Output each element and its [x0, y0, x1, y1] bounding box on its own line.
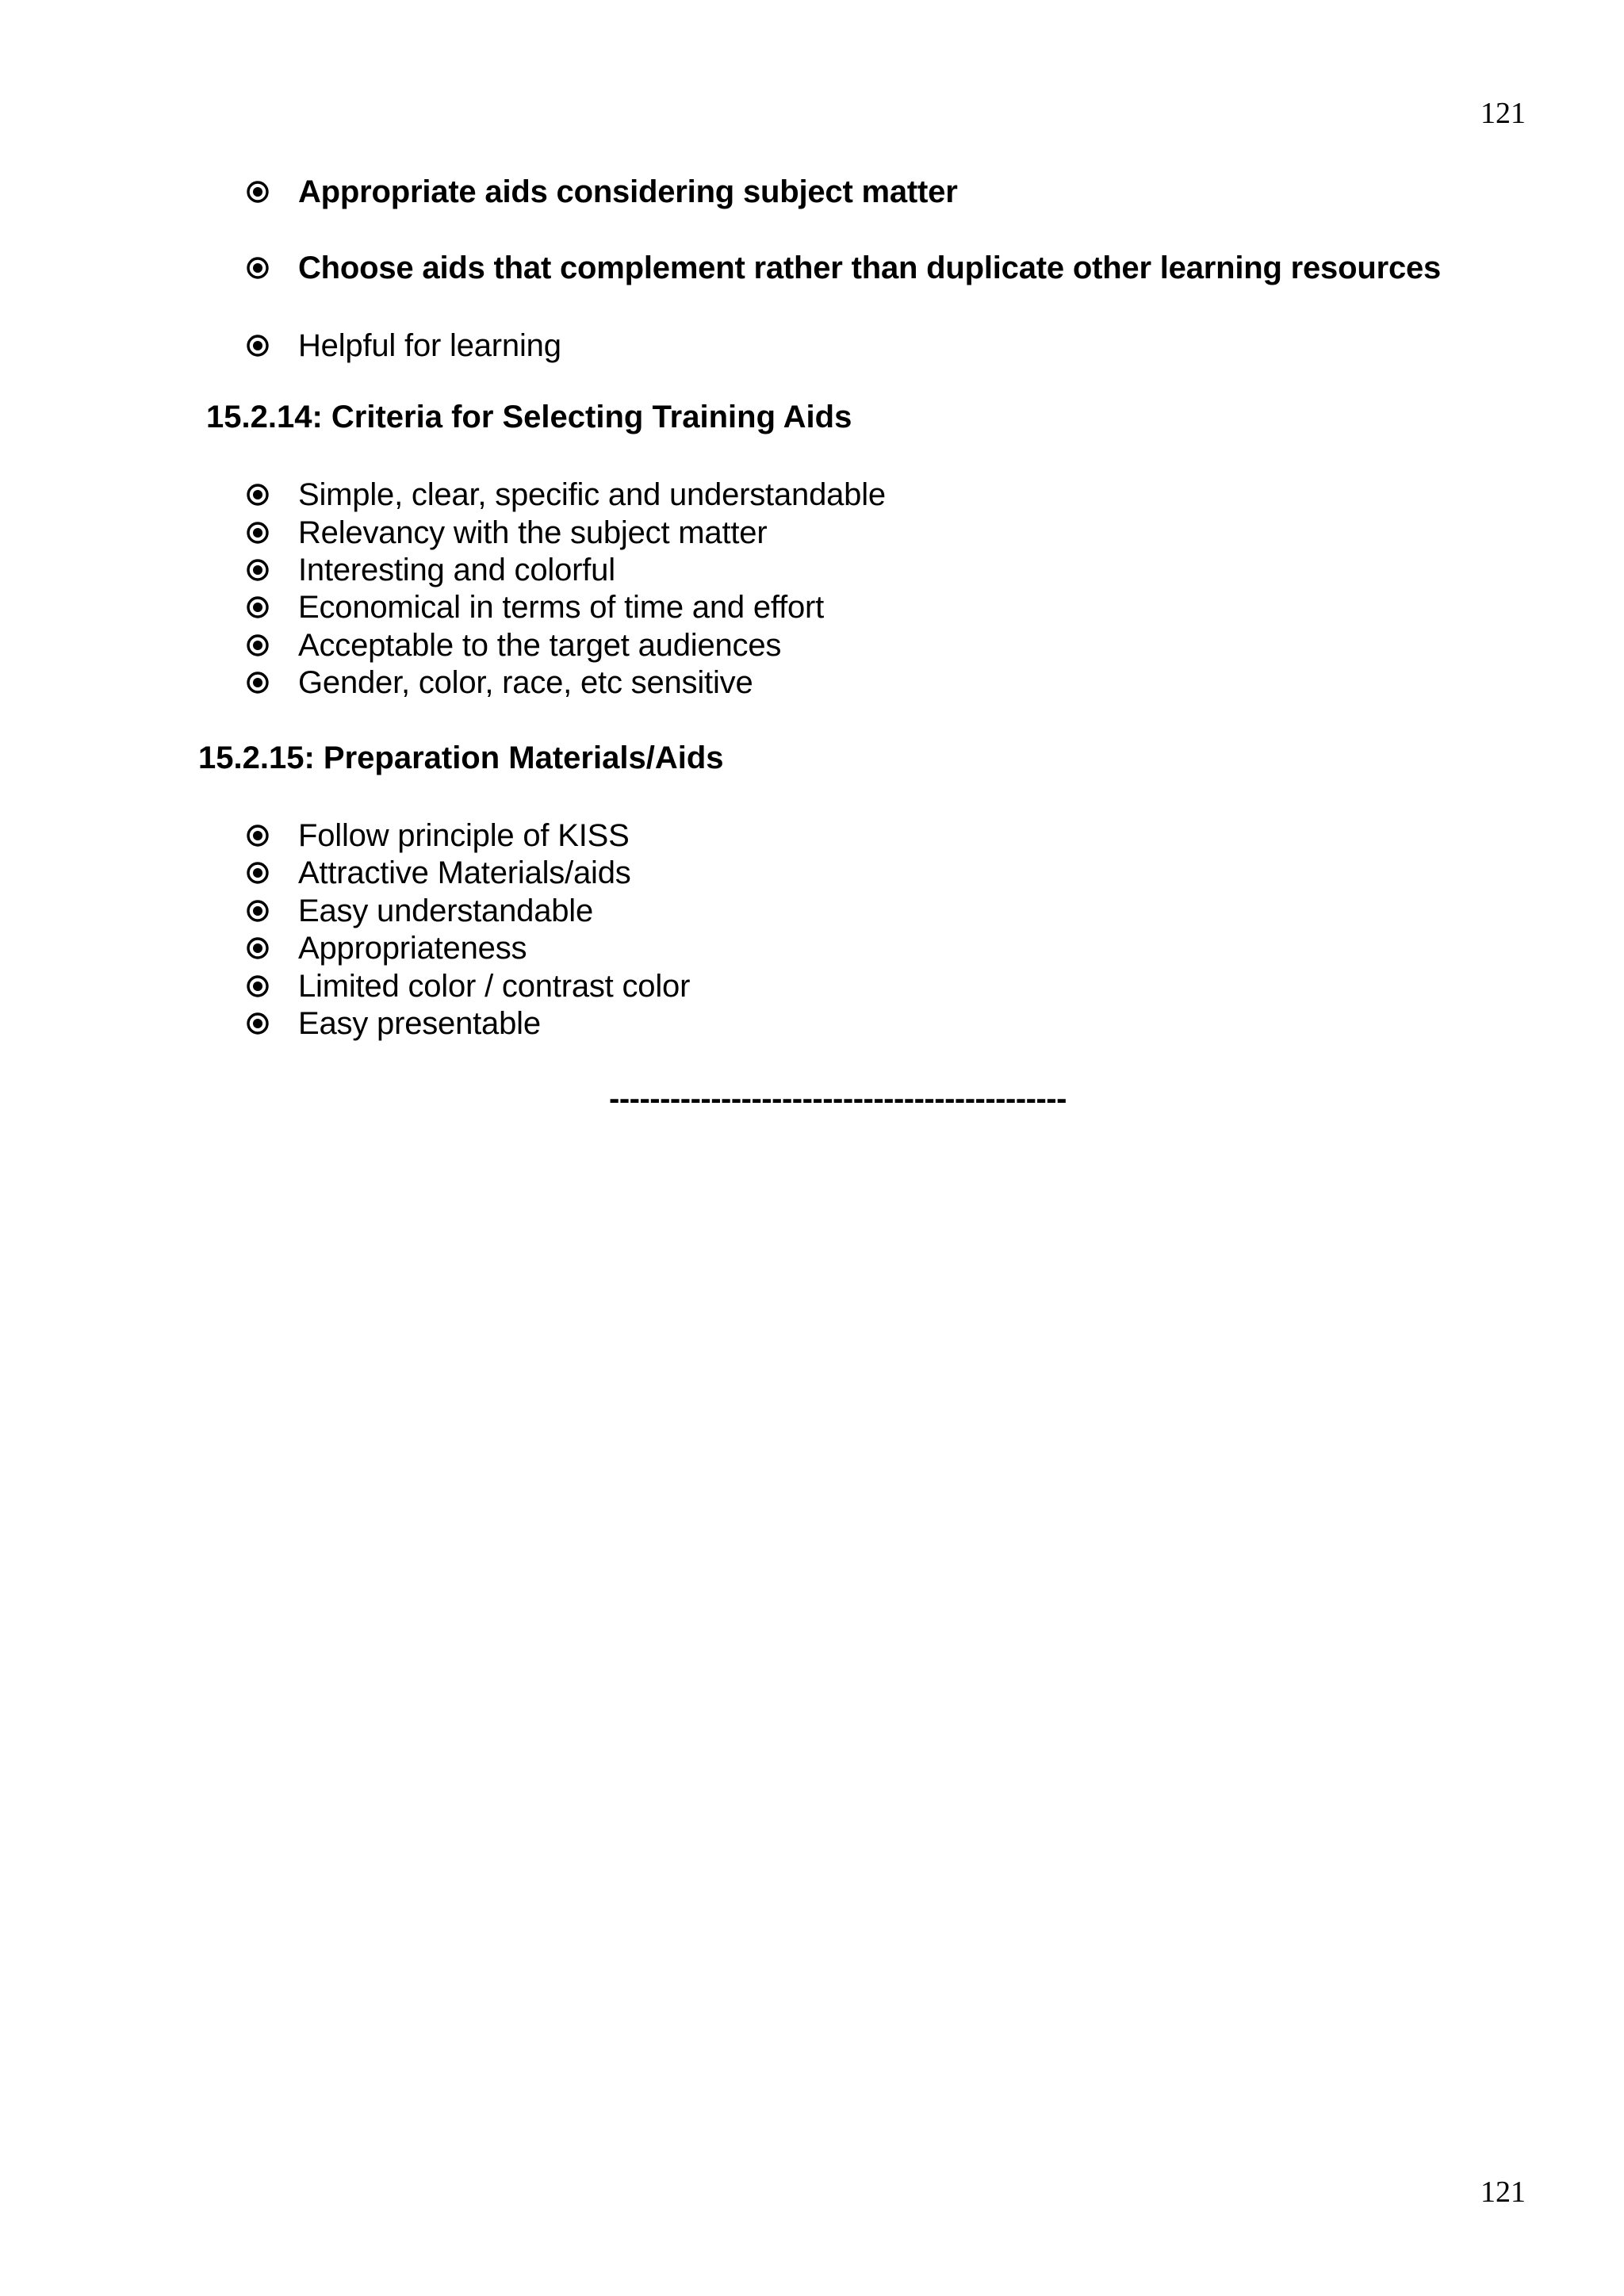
list-item-label: Simple, clear, specific and understandable	[298, 477, 886, 512]
circled-dot-bullet-icon	[246, 974, 270, 998]
list-item-label: Economical in terms of time and effort	[298, 590, 825, 625]
list-item-label: Choose aids that complement rather than duplicate other learning resources	[298, 251, 1442, 285]
list-item	[246, 629, 781, 661]
list-item	[246, 554, 615, 586]
section-heading-preparation: 15.2.15: Preparation Materials/Aids	[198, 740, 724, 775]
list-item	[246, 970, 690, 1002]
section-heading-criteria: 15.2.14: Criteria for Selecting Training Aids	[206, 400, 852, 434]
circled-dot-bullet-icon	[246, 558, 270, 582]
list-item-label: Appropriate aids considering subject matter	[298, 174, 958, 209]
list-item	[246, 1008, 541, 1039]
list-item	[246, 479, 886, 511]
list-item-label: Relevancy with the subject matter	[298, 515, 768, 550]
circled-dot-bullet-icon	[246, 671, 270, 695]
page-number-top: 121	[1480, 97, 1526, 130]
circled-dot-bullet-icon	[246, 861, 270, 885]
end-divider: ---------------------------------------------	[609, 1083, 1067, 1115]
circled-dot-bullet-icon	[246, 180, 270, 204]
list-item-label: Gender, color, race, etc sensitive	[298, 665, 753, 700]
list-item	[246, 517, 767, 549]
list-item	[246, 252, 1441, 284]
list-item	[246, 895, 593, 927]
list-item	[246, 667, 753, 698]
list-item	[246, 820, 630, 851]
list-item	[246, 591, 824, 623]
circled-dot-bullet-icon	[246, 595, 270, 619]
list-item-label: Attractive Materials/aids	[298, 855, 631, 890]
list-item-label: Appropriateness	[298, 931, 527, 966]
list-item	[246, 176, 958, 208]
list-item	[246, 932, 527, 964]
circled-dot-bullet-icon	[246, 824, 270, 848]
page-number-bottom: 121	[1480, 2175, 1526, 2209]
circled-dot-bullet-icon	[246, 256, 270, 280]
circled-dot-bullet-icon	[246, 334, 270, 358]
list-item-label: Easy presentable	[298, 1006, 541, 1041]
circled-dot-bullet-icon	[246, 521, 270, 545]
circled-dot-bullet-icon	[246, 899, 270, 923]
circled-dot-bullet-icon	[246, 633, 270, 657]
circled-dot-bullet-icon	[246, 483, 270, 507]
list-item-label: Acceptable to the target audiences	[298, 628, 782, 663]
list-item-label: Helpful for learning	[298, 328, 561, 363]
circled-dot-bullet-icon	[246, 936, 270, 960]
list-item	[246, 330, 561, 362]
list-item-label: Interesting and colorful	[298, 553, 615, 587]
list-item-label: Limited color / contrast color	[298, 969, 691, 1004]
list-item-label: Follow principle of KISS	[298, 818, 630, 853]
list-item-label: Easy understandable	[298, 894, 594, 928]
circled-dot-bullet-icon	[246, 1012, 270, 1035]
list-item	[246, 857, 631, 889]
